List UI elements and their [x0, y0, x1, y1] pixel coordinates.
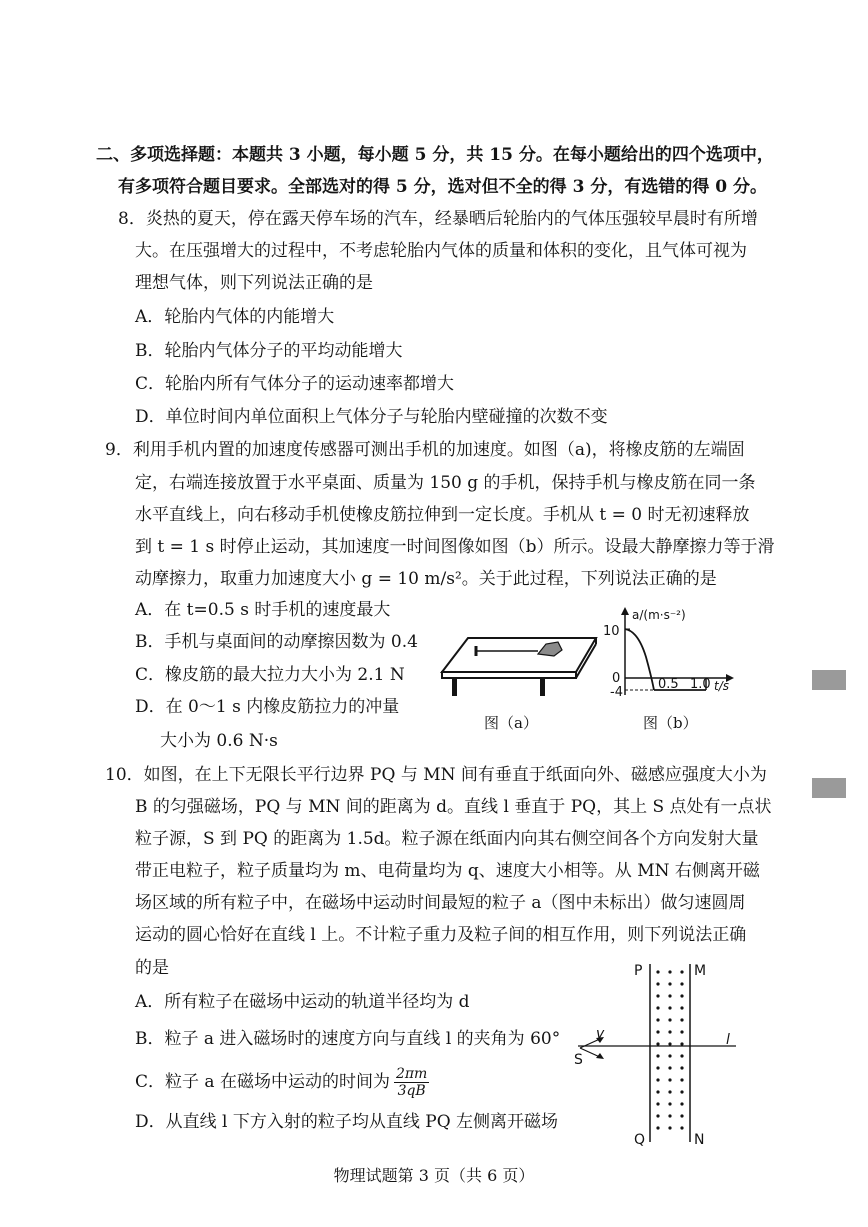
graph-y-arrow — [621, 607, 629, 615]
magnetic-field-figure — [568, 958, 748, 1150]
margin-scan-mark — [812, 670, 846, 690]
field-dot — [680, 982, 683, 985]
q8-option-a: A．轮胎内气体的内能增大 — [135, 307, 335, 327]
label-P: P — [634, 963, 643, 979]
q9-option-b: B．手机与桌面间的动摩擦因数为 0.4 — [135, 632, 418, 652]
label-M: M — [694, 963, 707, 979]
field-dot — [680, 1018, 683, 1021]
q10-option-c — [135, 1066, 429, 1099]
q10-option-d: D．从直线 l 下方入射的粒子均从直线 PQ 左侧离开磁场 — [135, 1112, 559, 1132]
q10-option-a: A．所有粒子在磁场中运动的轨道半径均为 d — [135, 992, 470, 1012]
field-dot — [656, 1066, 659, 1069]
q10-stem-line: 运动的圆心恰好在直线 l 上。不计粒子重力及粒子间的相互作用，则下列说法正确 — [135, 925, 747, 945]
q8-stem-line: 8．炎热的夏天，停在露天停车场的汽车，经暴晒后轮胎内的气体压强较早晨时有所增 — [118, 209, 758, 229]
figure-a-caption: 图（a） — [484, 714, 538, 732]
field-dot — [656, 970, 659, 973]
field-dot — [680, 1054, 683, 1057]
q10-stem-line: B 的匀强磁场，PQ 与 MN 间的距离为 d。直线 l 垂直于 PQ，其上 S 点处有一点状 — [135, 797, 772, 817]
q9-stem-line: 水平直线上，向右移动手机使橡皮筋拉伸到一定长度。手机从 t = 0 时无初速释放 — [135, 505, 750, 525]
q9-stem-line: 到 t = 1 s 时停止运动，其加速度一时间图像如图（b）所示。设最大静摩擦力等于滑 — [135, 537, 775, 557]
q9-stem-line: 动摩擦力，取重力加速度大小 g = 10 m/s²。关于此过程，下列说法正确的是 — [135, 569, 717, 589]
label-N: N — [694, 1132, 705, 1148]
field-dot — [680, 1114, 683, 1117]
field-dot — [680, 970, 683, 973]
graph-x-tick-10: 1.0 — [690, 677, 711, 692]
field-dot — [680, 1066, 683, 1069]
field-dots — [656, 970, 683, 1129]
q9-option-a: A．在 t=0.5 s 时手机的速度最大 — [135, 600, 391, 620]
field-dot — [668, 1006, 671, 1009]
field-dot — [656, 1102, 659, 1105]
label-S: S — [574, 1052, 583, 1068]
field-dot — [680, 1006, 683, 1009]
field-dot — [668, 1018, 671, 1021]
field-dot — [668, 1102, 671, 1105]
q9-stem-line: 9．利用手机内置的加速度传感器可测出手机的加速度。如图（a)，将橡皮筋的左端固 — [105, 440, 745, 460]
q9-option-d-continued: 大小为 0.6 N·s — [160, 731, 278, 751]
q10-stem-line: 10．如图，在上下无限长平行边界 PQ 与 MN 间有垂直于纸面向外、磁感应强度大小为 — [105, 765, 767, 785]
q8-stem-line: 理想气体，则下列说法正确的是 — [135, 273, 373, 293]
fraction-denominator: 3qB — [397, 1083, 426, 1099]
graph-x-tick-05: 0.5 — [658, 677, 679, 692]
field-dot — [668, 1126, 671, 1129]
field-dot — [680, 1078, 683, 1081]
field-dot — [680, 1090, 683, 1093]
q10-option-b: B．粒子 a 进入磁场时的速度方向与直线 l 的夹角为 60° — [135, 1029, 561, 1049]
section-heading-line-2: 有多项符合题目要求。全部选对的得 5 分，选对但不全的得 3 分，有选错的得 0 分。 — [118, 177, 767, 197]
q10-stem-line: 的是 — [135, 958, 169, 978]
field-dot — [668, 1054, 671, 1057]
figure-a-table-phone — [438, 632, 598, 702]
fraction-numerator: 2πm — [395, 1066, 428, 1082]
field-dot — [668, 1030, 671, 1033]
field-dot — [668, 982, 671, 985]
section-heading-line-1: 二、多项选择题：本题共 3 小题，每小题 5 分，共 15 分。在每小题给出的四个选项中， — [96, 145, 774, 165]
field-dot — [668, 1066, 671, 1069]
graph-y-tick-10: 10 — [603, 624, 620, 639]
q10-option-c-text: C．粒子 a 在磁场中运动的时间为 — [135, 1072, 390, 1092]
q8-option-c: C．轮胎内所有气体分子的运动速率都增大 — [135, 374, 455, 394]
q10-option-c-fraction — [394, 1066, 429, 1099]
field-dot — [668, 1078, 671, 1081]
field-dot — [656, 1018, 659, 1021]
field-dot — [680, 1042, 683, 1045]
margin-scan-mark — [812, 778, 846, 798]
field-dot — [656, 1126, 659, 1129]
field-dot — [656, 1042, 659, 1045]
field-dot — [656, 1030, 659, 1033]
field-dot — [680, 994, 683, 997]
graph-y-tick-neg4: -4 — [610, 685, 623, 700]
graph-x-label: t/s — [714, 679, 729, 693]
q9-option-d: D．在 0～1 s 内橡皮筋拉力的冲量 — [135, 697, 400, 717]
field-dot — [656, 1114, 659, 1117]
q9-option-c: C．橡皮筋的最大拉力大小为 2.1 N — [135, 665, 405, 685]
field-dot — [668, 970, 671, 973]
graph-y-label: a/(m·s⁻²) — [632, 608, 686, 622]
field-dot — [656, 994, 659, 997]
field-dot — [668, 1090, 671, 1093]
label-l: l — [726, 1032, 730, 1048]
figure-b-acceleration-graph — [600, 605, 738, 703]
field-dot — [656, 1078, 659, 1081]
field-dot — [656, 1006, 659, 1009]
field-dot — [668, 994, 671, 997]
graph-y-tick-0: 0 — [612, 671, 621, 686]
field-dot — [680, 1030, 683, 1033]
q10-stem-line: 粒子源，S 到 PQ 的距离为 1.5d。粒子源在纸面内向其右侧空间各个方向发射大量 — [135, 829, 759, 849]
field-dot — [680, 1102, 683, 1105]
q8-stem-line: 大。在压强增大的过程中，不考虑轮胎内气体的质量和体积的变化，且气体可视为 — [135, 241, 747, 261]
q10-stem-line: 场区域的所有粒子中，在磁场中运动时间最短的粒子 a（图中未标出）做匀速圆周 — [135, 893, 746, 913]
q9-stem-line: 定，右端连接放置于水平桌面、质量为 150 g 的手机，保持手机与橡皮筋在同一条 — [135, 473, 756, 493]
field-dot — [656, 1090, 659, 1093]
figure-b-caption: 图（b） — [643, 714, 698, 732]
field-dot — [680, 1126, 683, 1129]
q8-option-b: B．轮胎内气体分子的平均动能增大 — [135, 341, 403, 361]
field-dot — [656, 982, 659, 985]
q8-option-d: D．单位时间内单位面积上气体分子与轮胎内壁碰撞的次数不变 — [135, 407, 608, 427]
field-dot — [668, 1114, 671, 1117]
graph-curve — [625, 629, 654, 690]
label-Q: Q — [634, 1132, 646, 1148]
label-v: v — [596, 1026, 605, 1042]
field-dot — [668, 1042, 671, 1045]
q10-stem-line: 带正电粒子，粒子质量均为 m、电荷量均为 q、速度大小相等。从 MN 右侧离开磁 — [135, 861, 760, 881]
field-dot — [656, 1054, 659, 1057]
page-footer: 物理试题第 3 页（共 6 页） — [333, 1166, 535, 1185]
